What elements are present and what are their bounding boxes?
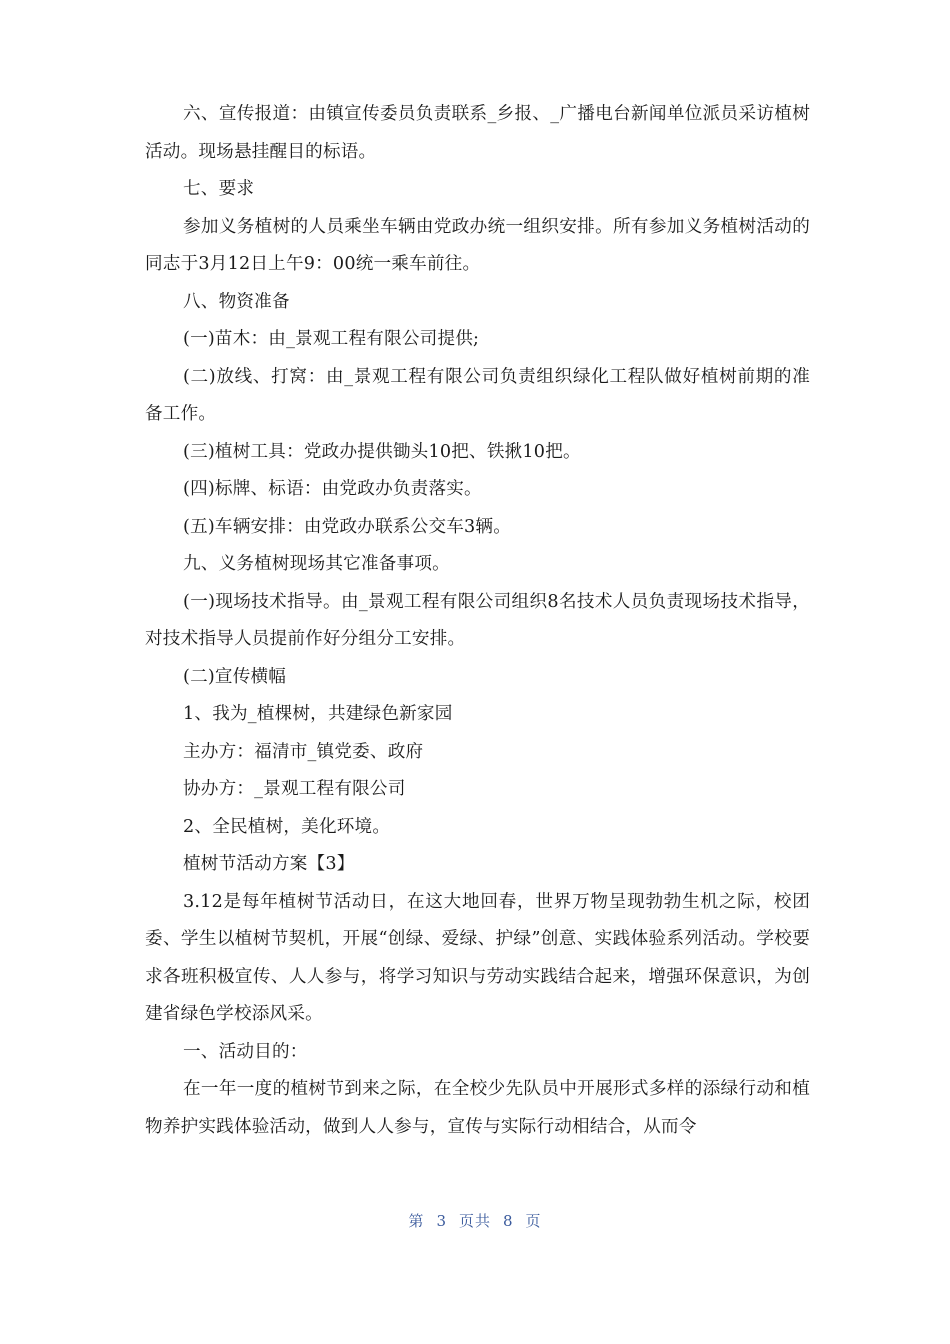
paragraph: 参加义务植树的人员乘坐车辆由党政办统一组织安排。所有参加义务植树活动的同志于3月12日上午9：00统一乘车前往。 xyxy=(145,216,810,274)
paragraph: 在一年一度的植树节到来之际，在全校少先队员中开展形式多样的添绿行动和植物养护实践体验活动，做到人人参与，宣传与实际行动相结合，从而令 xyxy=(145,1079,810,1137)
plan-title: 植树节活动方案【3】 xyxy=(183,854,355,874)
list-item: (三)植树工具：党政办提供锄头10把、铁揪10把。 xyxy=(183,441,581,462)
list-item: (一)苗木：由_景观工程有限公司提供; xyxy=(183,329,480,349)
section-heading: 八、物资准备 xyxy=(183,291,290,312)
list-item: (五)车辆安排：由党政办联系公交车3辆。 xyxy=(183,516,512,537)
banner-text: 1、我为_植棵树，共建绿色新家园 xyxy=(183,704,453,724)
banner-text: 2、全民植树，美化环境。 xyxy=(183,816,391,837)
section-heading: 九、义务植树现场其它准备事项。 xyxy=(183,554,450,574)
section-heading: 七、要求 xyxy=(183,179,255,199)
section-heading: 一、活动目的： xyxy=(183,1041,308,1062)
paragraph: 六、宣传报道：由镇宣传委员负责联系_乡报、_广播电台新闻单位派员采访植树活动。现场悬挂醒目的标语。 xyxy=(145,104,810,162)
footer-suffix: 页 xyxy=(525,1212,542,1230)
footer-current-page: 3 xyxy=(436,1212,447,1230)
co-host-line: 协办方：_景观工程有限公司 xyxy=(183,779,406,799)
list-item: (二)放线、打窝：由_景观工程有限公司负责组织绿化工程队做好植树前期的准备工作。 xyxy=(145,366,810,424)
list-item: (二)宣传横幅 xyxy=(183,666,287,687)
document-body xyxy=(145,96,810,1146)
footer-prefix: 第 xyxy=(408,1212,425,1230)
paragraph: 3.12是每年植树节活动日，在这大地回春，世界万物呈现勃勃生机之际，校团委、学生以植树节契机，开展“创绿、爱绿、护绿”创意、实践体验系列活动。学校要求各班积极宣传、人人参与，将学习知识与劳动实践结合起来，增强环保意识，为创建省绿色学校添风采。 xyxy=(145,891,810,1024)
list-item: (四)标牌、标语：由党政办负责落实。 xyxy=(183,479,482,499)
list-item: (一)现场技术指导。由_景观工程有限公司组织8名技术人员负责现场技术指导，对技术指导人员提前作好分组分工安排。 xyxy=(145,591,810,649)
footer-middle: 页共 xyxy=(458,1212,491,1230)
footer-total-pages: 8 xyxy=(503,1212,514,1230)
page-footer xyxy=(0,1210,950,1231)
host-line: 主办方：福清市_镇党委、政府 xyxy=(183,741,424,762)
